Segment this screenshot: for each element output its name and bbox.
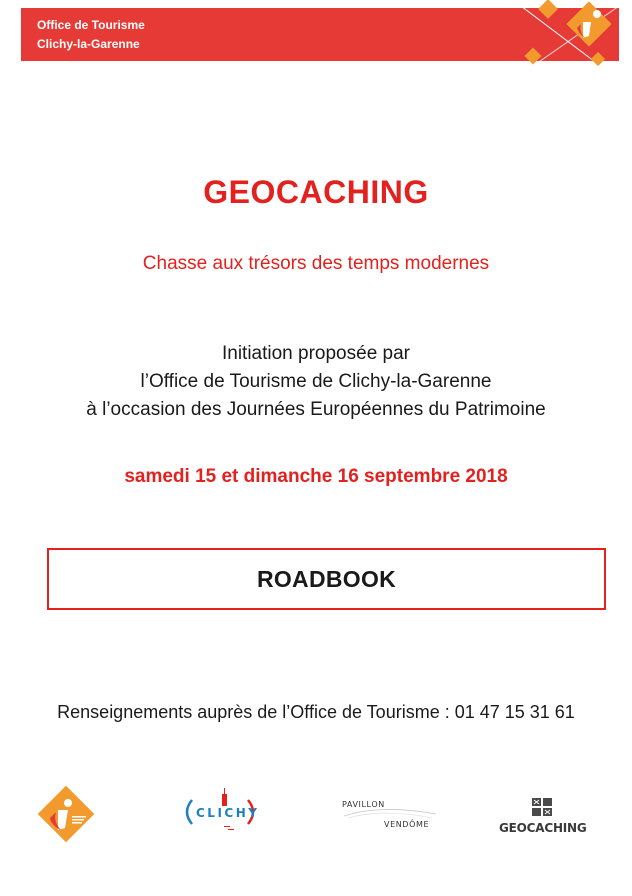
clichy-letters: CLICHY [196, 806, 260, 820]
header-title [37, 16, 145, 54]
event-dates: samedi 15 et dimanche 16 septembre 2018 [124, 466, 508, 487]
roadbook-box [47, 548, 606, 610]
contact-info: Renseignements auprès de l’Office de Tourisme : 01 47 15 31 61 [57, 702, 575, 722]
office-tourisme-logo-icon [34, 786, 98, 846]
header-line-2: Clichy-la-Garenne [37, 37, 140, 51]
pavillon-word: PAVILLON [342, 800, 385, 809]
ville-clichy-logo-icon [178, 786, 264, 838]
clichy-wordmark [196, 806, 259, 820]
page-subtitle: Chasse aux trésors des temps modernes [142, 253, 490, 274]
header-line-1: Office de Tourisme [37, 18, 145, 32]
geocaching-logo [497, 797, 597, 837]
geocaching-wordmark: GEOCACHING [499, 821, 587, 835]
intro-paragraph [0, 340, 632, 424]
tourism-info-logo-icon [513, 0, 619, 80]
vendome-word: VENDÔME [384, 820, 430, 829]
geocaching-grid-icon [531, 797, 553, 817]
intro-line: l’Office de Tourisme de Clichy-la-Garenne [140, 371, 492, 392]
intro-line: Initiation proposée par [221, 343, 410, 364]
pavillon-vendome-logo [340, 794, 440, 834]
intro-line: à l’occasion des Journées Européennes du Patrimoine [86, 399, 546, 420]
page-title: GEOCACHING [203, 174, 429, 210]
roadbook-label: ROADBOOK [256, 565, 397, 592]
